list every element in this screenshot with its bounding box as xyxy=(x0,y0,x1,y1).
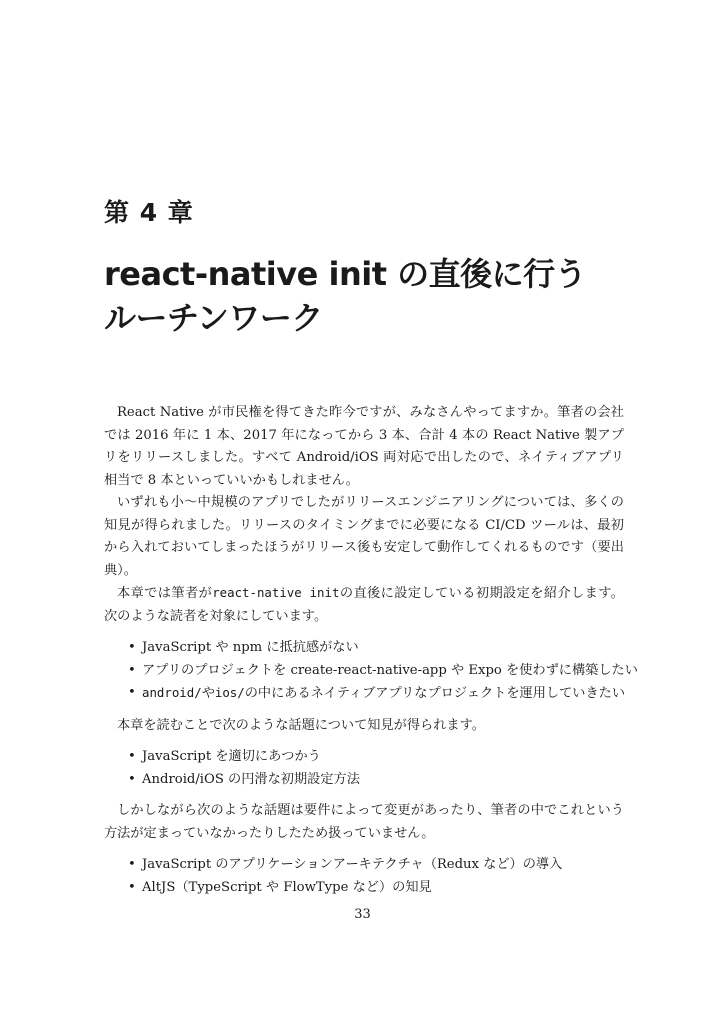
chapter-title-line-2: ルーチンワーク xyxy=(104,299,323,337)
page-number: 33 xyxy=(354,907,371,922)
list-item-text: JavaScript を適切にあつかう xyxy=(142,749,321,764)
bullet-icon: • xyxy=(128,749,136,764)
inline-code: android/ xyxy=(142,685,202,700)
paragraph-out-of-scope: しかしながら次のような話題は要件によって変更があったり、筆者の中でこれという方法が定まっていなかったりしたため扱っていません。 xyxy=(104,803,624,841)
bullet-icon: • xyxy=(128,857,136,872)
topics-list xyxy=(104,746,624,791)
list-item xyxy=(128,682,624,706)
paragraph-audience-intro xyxy=(104,582,624,628)
chapter-body xyxy=(104,402,638,908)
paragraph-release-engineering: いずれも小〜中規模のアプリでしたがリリースエンジニアリングについては、多くの知見が得られました。リリースのタイミングまでに必要になる CI/CD ツールは、最初から入れておいてしまったほうがリリース後も安定して動作してくれるものです（要出典）。 xyxy=(104,495,624,578)
list-item-text: や xyxy=(201,686,215,701)
paragraph-topics-intro: 本章を読むことで次のような話題について知見が得られます。 xyxy=(117,717,485,733)
list-item xyxy=(128,877,624,900)
out-of-scope-list xyxy=(104,854,624,899)
bullet-icon: • xyxy=(128,879,136,895)
inline-code: ios/ xyxy=(214,685,245,700)
paragraph-text: の直後に設定している初期設定を紹介します。次のような読者を対象にしています。 xyxy=(104,586,624,624)
chapter-label: 第 4 章 xyxy=(104,198,194,227)
bullet-icon: • xyxy=(128,640,136,655)
list-item-text: AltJS（TypeScript や FlowType など）の知見 xyxy=(142,879,432,895)
list-item-text: JavaScript のアプリケーションアーキテクチャ（Redux など）の導入 xyxy=(142,857,563,872)
list-item-text: アプリのプロジェクトを create-react-native-app や Expo を使わずに構築したい xyxy=(142,662,638,678)
list-item-text: Android/iOS の円滑な初期設定方法 xyxy=(142,771,360,787)
paragraph-text: 本章では筆者が xyxy=(117,586,213,601)
paragraph-intro: React Native が市民権を得てきた昨今ですが、みなさんやってますか。筆者の会社では 2016 年に 1 本、2017 年になってから 3 本、合計 4 本の React Native 製アプリをリリースしました。すべて Android/iOS 両対応で出したので、ネイティブアプリ相当で 8 本といっていいかもしれません。 xyxy=(104,405,624,488)
list-item xyxy=(128,746,624,769)
bullet-icon: • xyxy=(128,771,136,787)
list-item xyxy=(128,769,624,792)
audience-list xyxy=(104,637,638,706)
chapter-title-line-1: react-native init の直後に行う xyxy=(104,255,587,293)
list-item-text: JavaScript や npm に抵抗感がない xyxy=(142,640,359,655)
chapter-title xyxy=(104,252,644,340)
list-item xyxy=(128,660,638,683)
bullet-icon: • xyxy=(128,662,136,678)
list-item-text: の中にあるネイティブアプリなプロジェクトを運用していきたい xyxy=(244,686,626,701)
list-item xyxy=(128,637,624,660)
inline-code: react-native init xyxy=(212,585,340,600)
list-item xyxy=(128,854,624,877)
bullet-icon: • xyxy=(128,685,136,700)
